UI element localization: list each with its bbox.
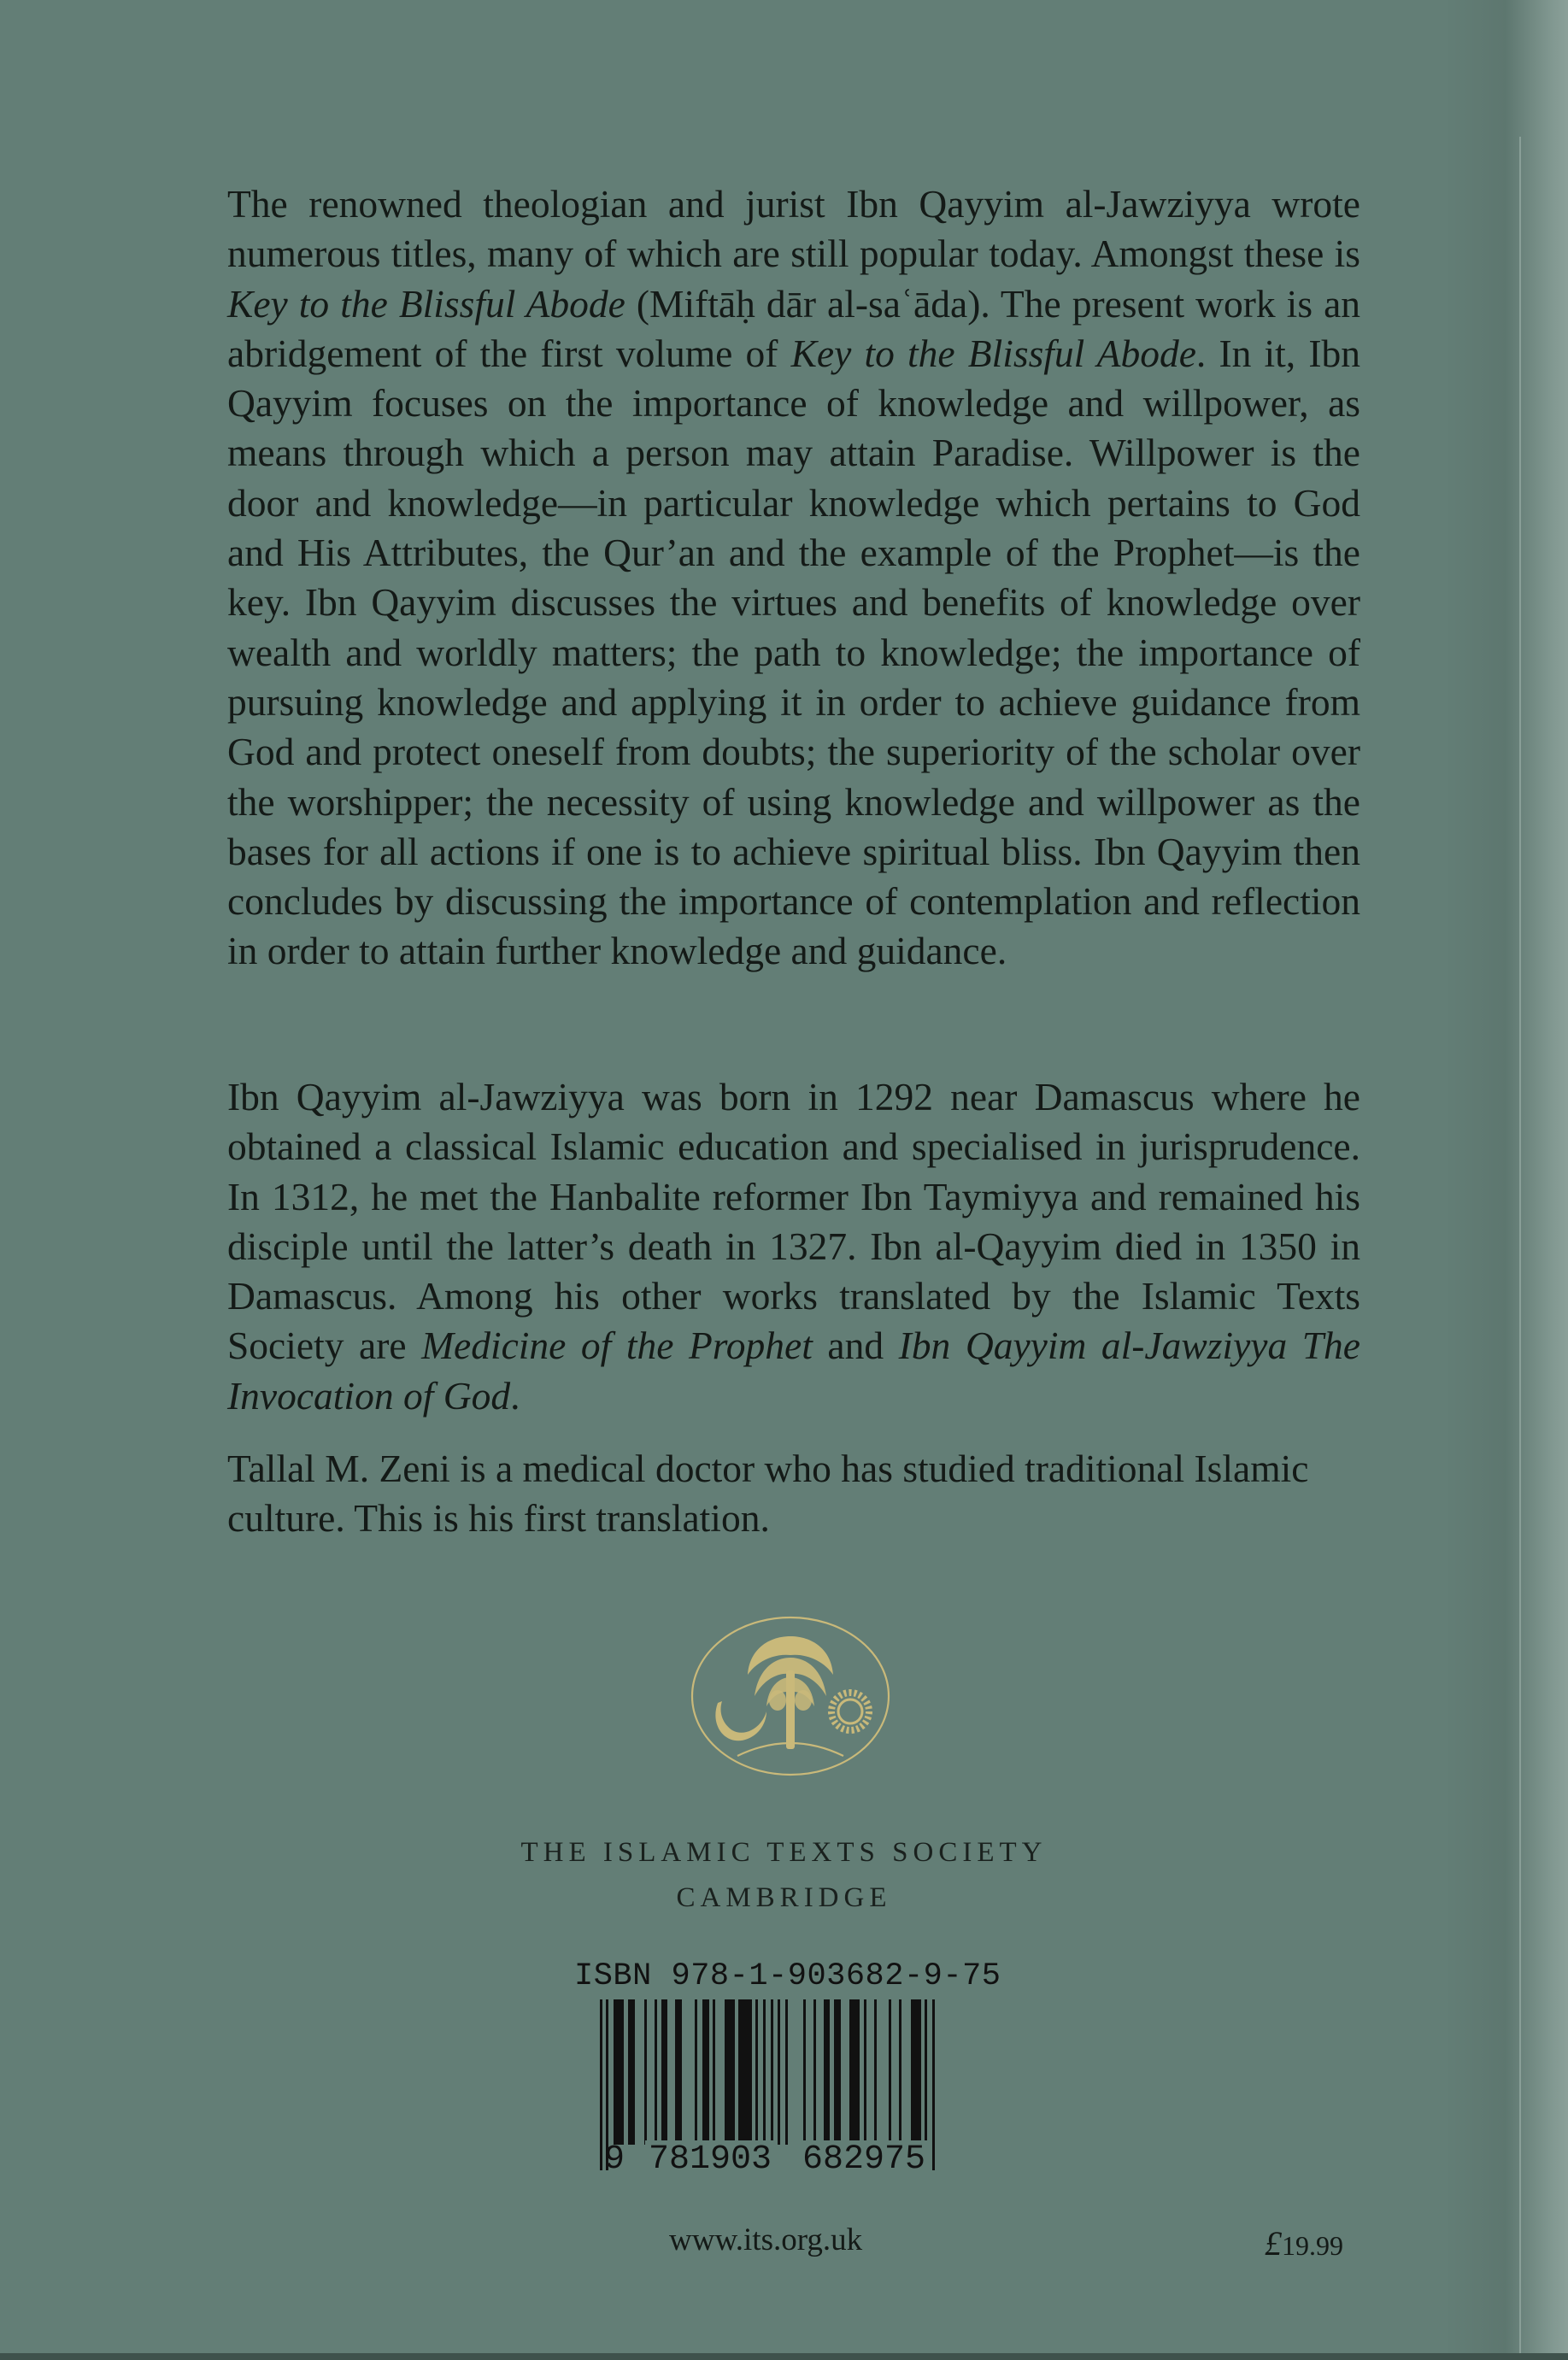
- publisher-city: CAMBRIDGE: [676, 1882, 892, 1913]
- blurb-paragraph-translator-bio: Tallal M. Zeni is a medical doctor who has studied traditional Islamic culture. This is his first translation.: [227, 1447, 1309, 1541]
- book-title-italic: Ibn Qayyim al-Jawziyya The Invocation of God: [227, 1324, 1360, 1418]
- cover-bottom-edge: [0, 2353, 1568, 2360]
- book-title-italic: Key to the Blissful Abode: [790, 331, 1196, 375]
- barcode-digit-prefix: 9: [604, 2140, 625, 2179]
- blurb-text: (Miftāḥ dār al-saʿāda). The present work is an abridgement of the first volume of: [227, 281, 1361, 375]
- price-value: 19.99: [1282, 2230, 1343, 2261]
- blurb-text: The renowned theologian and jurist Ibn Qayyim al-Jawziyya wrote numerous titles, many of which are still popular today. Amongst these is: [227, 182, 1360, 276]
- isbn-label: ISBN 978-1-903682-9-75: [574, 1958, 1001, 1994]
- currency-symbol: £: [1265, 2224, 1282, 2263]
- price: [1265, 2223, 1343, 2263]
- book-title-italic: Medicine of the Prophet: [421, 1324, 813, 1368]
- blurb-text: . In it, Ibn Qayyim focuses on the importance of knowledge and willpower, as means through which a person may attain Paradise. Willpower is the door and knowledge—in particular knowledge which pertains to God and His Attributes, the Qur’an and the example of the Prophet—is the key. Ibn Qayyim discusses the virtues and benefits of knowledge over wealth and worldly matters; the path to knowledge; the importance of pursuing knowledge and applying it in order to achieve guidance from God and protect oneself from doubts; the superiority of the scholar over the worshipper; the necessity of using knowledge and willpower as the bases for all actions if one is to achieve spiritual bliss. Ibn Qayyim then concludes by discussing the importance of contemplation and reflection in order to attain further knowledge and guidance.: [227, 331, 1360, 973]
- book-title-italic: Key to the Blissful Abode: [227, 281, 625, 326]
- publisher-name: THE ISLAMIC TEXTS SOCIETY: [520, 1837, 1048, 1868]
- barcode-digits-right: 682975: [799, 2140, 929, 2179]
- blurb-paragraph-summary: [227, 179, 1360, 977]
- barcode-digits-left: 781903: [645, 2140, 775, 2179]
- publisher-website: www.its.org.uk: [669, 2222, 863, 2257]
- blurb-paragraph-author-bio: [227, 1072, 1360, 1421]
- blurb-text: and: [812, 1324, 899, 1368]
- blurb-text: .: [510, 1373, 520, 1418]
- palm-tree-crescent-sun-emblem-icon: [688, 1611, 893, 1782]
- blurb-text: Ibn Qayyim al-Jawziyya was born in 1292 near Damascus where he obtained a classical Islamic education and specialised in jurisprudence. In 1312, he met the Hanbalite reformer Ibn Taymiyya and remained his disciple until the latter’s death in 1327. Ibn al-Qayyim died in 1350 in Damascus. Among his other works translated by the Islamic Texts Society are: [227, 1075, 1360, 1368]
- spine-crease: [1519, 137, 1521, 2360]
